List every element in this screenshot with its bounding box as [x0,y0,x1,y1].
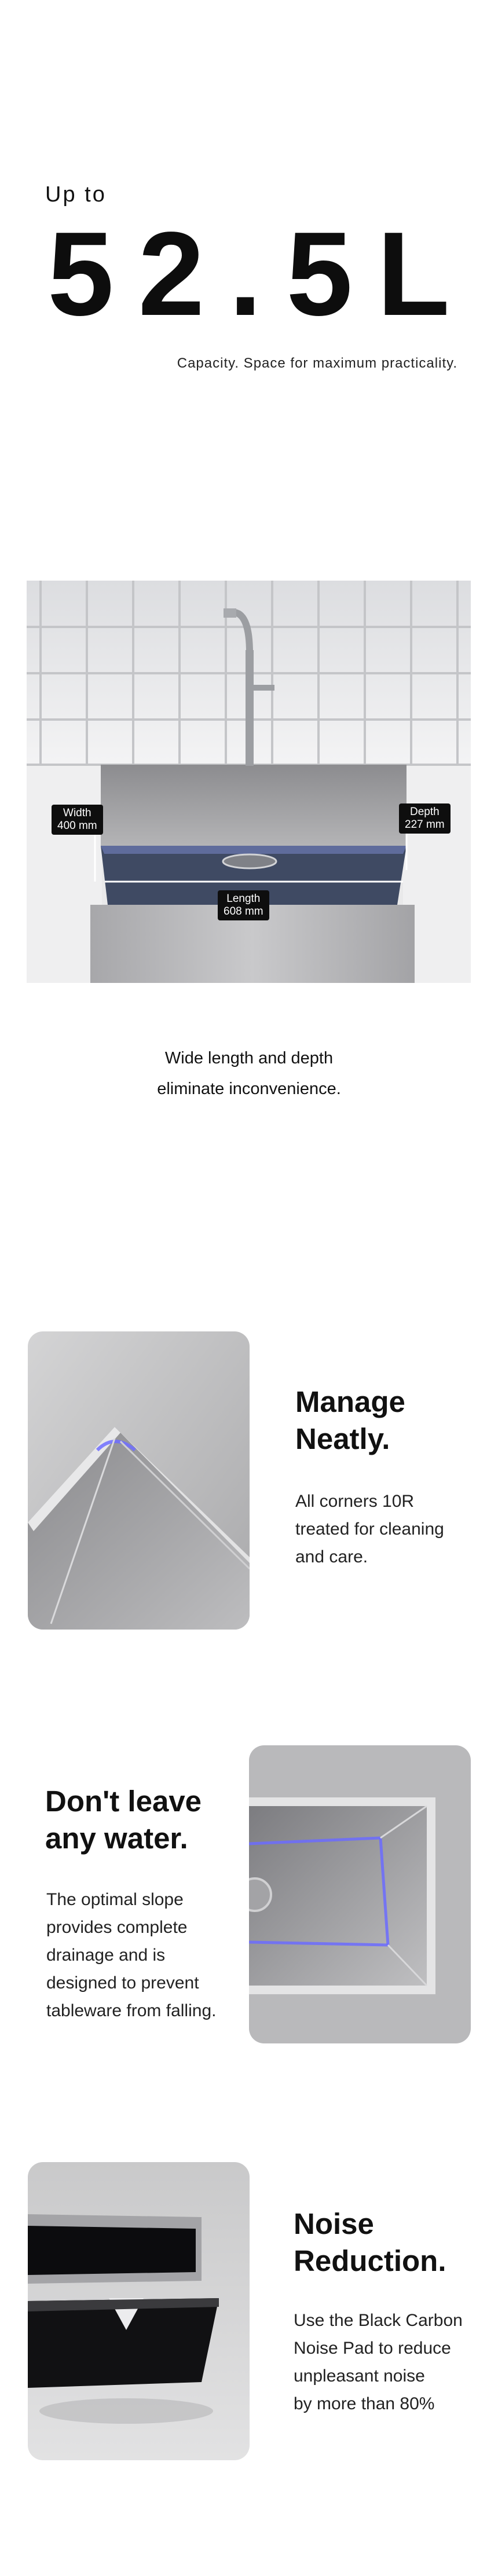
width-dimension-label [52,805,103,835]
feature-title-line: Don't leave [45,1785,202,1818]
feature-body-line: tableware from falling. [46,2001,217,2020]
feature-body-line: provides complete [46,1918,188,1937]
feature-body-noise-reduction [294,2307,463,2418]
length-label: Length [226,893,261,905]
feature-title-manage-neatly [295,1384,405,1458]
feature-body-line: designed to prevent [46,1973,199,1992]
feature-title-line: Noise [294,2207,374,2240]
drainage-slope-photo [249,1745,471,2043]
noise-pad-photo [28,2162,250,2460]
depth-dimension-label [399,803,451,834]
photo-caption-line2: eliminate inconvenience. [157,1080,341,1098]
capacity-prefix: Up to [45,182,107,207]
sink-illustration [27,581,471,983]
depth-value: 227 mm [405,819,445,831]
feature-title-line: Neatly. [295,1422,390,1455]
photo-caption [0,1043,498,1104]
drainage-illustration [249,1745,471,2043]
depth-label: Depth [409,806,440,818]
feature-body-line: by more than 80% [294,2394,435,2413]
corner-detail-photo [28,1331,250,1630]
length-value: 608 mm [224,905,263,918]
feature-body-manage-neatly [295,1488,444,1571]
feature-title-line: Manage [295,1385,405,1418]
feature-body-line: The optimal slope [46,1890,184,1909]
corner-illustration [28,1331,250,1630]
width-label: Width [63,807,91,819]
feature-title-dont-leave-water [45,1783,202,1857]
length-dimension-label [218,890,269,920]
feature-title-noise-reduction [294,2206,446,2280]
feature-body-line: unpleasant noise [294,2366,425,2386]
photo-caption-line1: Wide length and depth [164,1049,334,1067]
feature-body-line: and care. [295,1547,368,1566]
feature-title-line: Reduction. [294,2244,446,2277]
capacity-value: 52.5L [47,207,474,340]
feature-body-line: Noise Pad to reduce [294,2339,451,2358]
feature-body-dont-leave-water [46,1886,216,2025]
feature-title-line: any water. [45,1822,188,1855]
noise-pad-illustration [28,2162,250,2460]
sink-dimension-photo [27,581,471,983]
feature-body-line: All corners 10R [295,1492,415,1511]
width-value: 400 mm [57,820,97,832]
capacity-subtitle: Capacity. Space for maximum practicality. [177,355,457,371]
feature-body-line: treated for cleaning [295,1520,444,1539]
feature-body-line: Use the Black Carbon [294,2311,463,2330]
feature-body-line: drainage and is [46,1946,166,1965]
